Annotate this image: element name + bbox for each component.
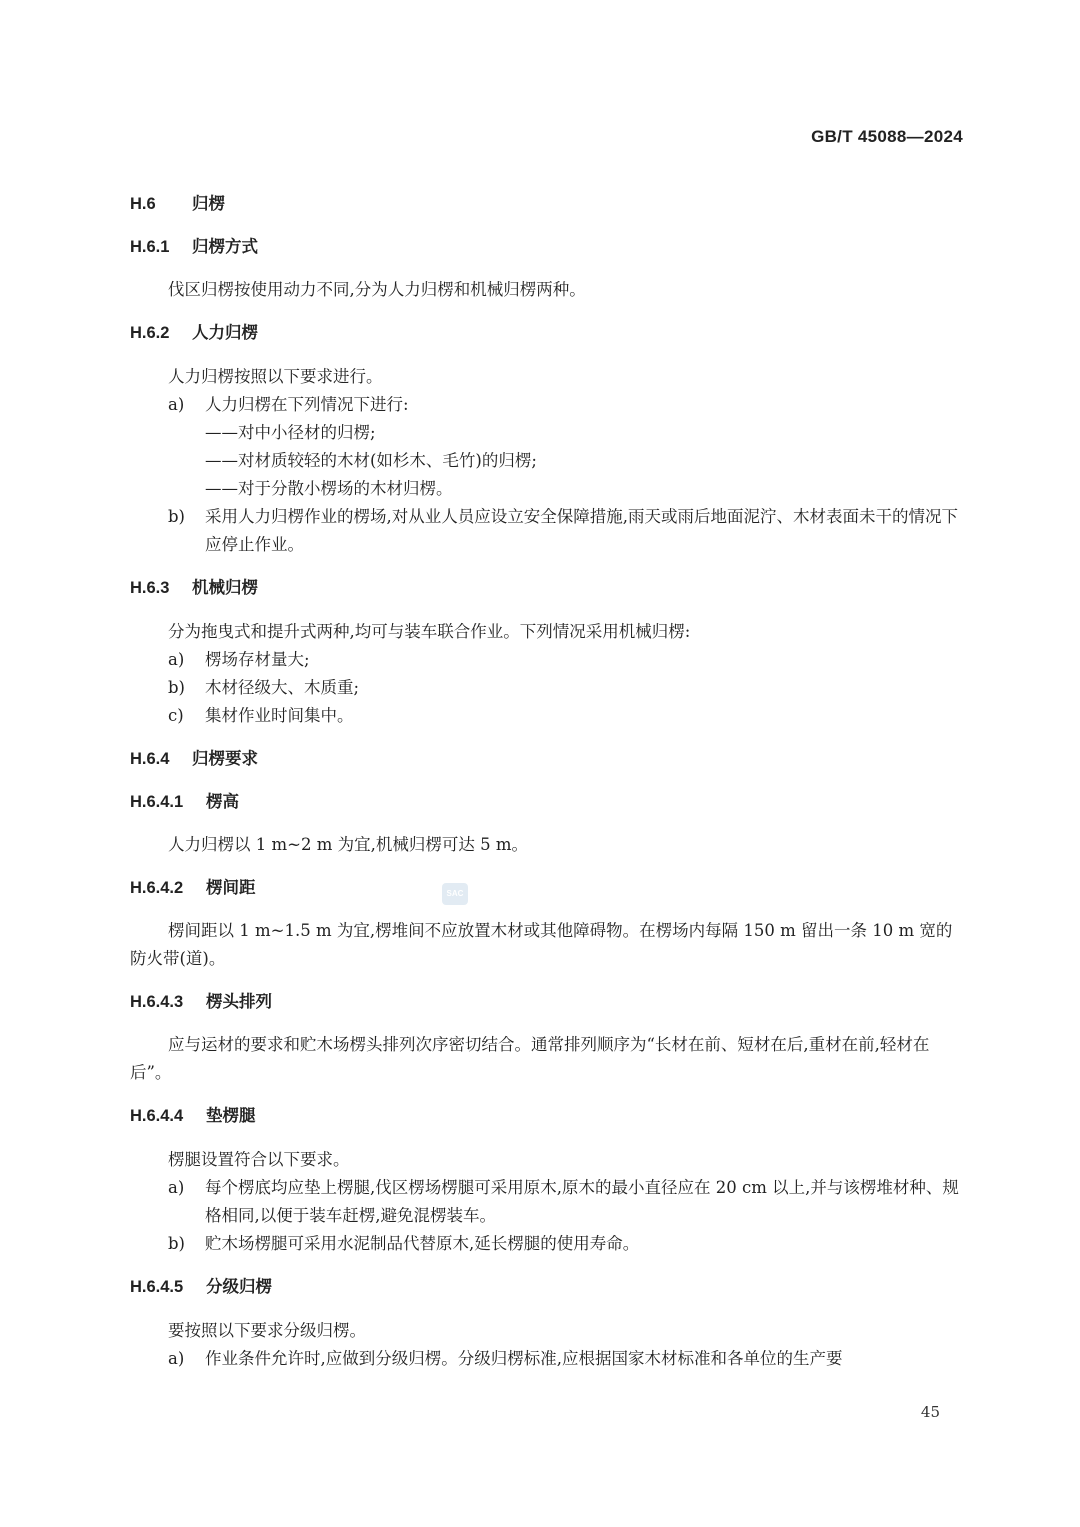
list-text: 木材径级大、木质重; — [205, 678, 360, 697]
heading-number: H.6.4.1 — [130, 793, 184, 811]
heading-number: H.6.4.5 — [130, 1278, 184, 1296]
list-marker: b) — [168, 507, 185, 526]
list-text: 人力归楞在下列情况下进行: — [205, 395, 409, 414]
list-item — [130, 1345, 962, 1373]
list-item — [130, 646, 962, 674]
paragraph: 楞间距以 1 m~1.5 m 为宜,楞堆间不应放置木材或其他障碍物。在楞场内每隔 150 m 留出一条 10 m 宽的防火带(道)。 — [130, 921, 953, 968]
list-marker: c) — [168, 706, 184, 725]
heading-h6-2 — [130, 319, 962, 347]
paragraph: 分为拖曳式和提升式两种,均可与装车联合作业。下列情况采用机械归楞: — [168, 622, 691, 641]
heading-title: 归楞要求 — [192, 750, 258, 768]
list-marker: b) — [168, 1234, 185, 1253]
page-number: 45 — [920, 1403, 940, 1421]
heading-number: H.6.4.2 — [130, 879, 184, 897]
heading-title: 楞头排列 — [206, 993, 272, 1011]
heading-number: H.6.4.3 — [130, 993, 184, 1011]
heading-h6-4 — [130, 745, 962, 773]
list-text: 楞场存材量大; — [205, 650, 310, 669]
list-item — [130, 674, 962, 702]
heading-h6 — [130, 190, 962, 218]
dash-item: ——对中小径材的归楞; — [205, 423, 376, 442]
list-text: 集材作业时间集中。 — [205, 706, 354, 725]
heading-h6-4-3 — [130, 988, 962, 1016]
heading-h6-4-5 — [130, 1273, 962, 1301]
heading-number: H.6.2 — [130, 324, 170, 342]
page-content — [130, 190, 962, 1373]
list-marker: a) — [168, 650, 185, 669]
heading-number: H.6.4 — [130, 750, 170, 768]
heading-title: 人力归楞 — [192, 324, 258, 342]
list-item — [130, 1174, 962, 1230]
heading-number: H.6.1 — [130, 238, 170, 256]
list-text: 每个楞底均应垫上楞腿,伐区楞场楞腿可采用原木,原木的最小直径应在 20 cm 以上,并与该楞堆材种、规格相同,以便于装车赶楞,避免混楞装车。 — [205, 1178, 959, 1225]
list-marker: a) — [168, 395, 185, 414]
heading-title: 楞高 — [206, 793, 239, 811]
list-item — [130, 1230, 962, 1258]
list-text: 贮木场楞腿可采用水泥制品代替原木,延长楞腿的使用寿命。 — [205, 1234, 640, 1253]
heading-h6-4-2 — [130, 874, 962, 902]
heading-number: H.6.3 — [130, 579, 170, 597]
heading-title: 归楞方式 — [192, 238, 258, 256]
list-marker: a) — [168, 1349, 185, 1368]
heading-number: H.6.4.4 — [130, 1107, 184, 1125]
heading-title: 归楞 — [192, 195, 225, 213]
list-text: 采用人力归楞作业的楞场,对从业人员应设立安全保障措施,雨天或雨后地面泥泞、木材表面未干的情况下应停止作业。 — [205, 507, 958, 554]
heading-number: H.6 — [130, 195, 156, 213]
list-item — [130, 391, 962, 419]
heading-title: 机械归楞 — [192, 579, 258, 597]
heading-h6-1 — [130, 233, 962, 261]
heading-h6-4-1 — [130, 788, 962, 816]
heading-h6-4-4 — [130, 1102, 962, 1130]
heading-title: 垫楞腿 — [206, 1107, 256, 1125]
list-item — [130, 702, 962, 730]
paragraph: 人力归楞以 1 m~2 m 为宜,机械归楞可达 5 m。 — [168, 835, 528, 854]
heading-h6-3 — [130, 574, 962, 602]
heading-title: 楞间距 — [206, 879, 256, 897]
paragraph: 伐区归楞按使用动力不同,分为人力归楞和机械归楞两种。 — [168, 280, 586, 299]
list-item — [130, 503, 962, 559]
paragraph: 人力归楞按照以下要求进行。 — [168, 367, 383, 386]
paragraph: 要按照以下要求分级归楞。 — [168, 1321, 366, 1340]
standard-number: GB/T 45088—2024 — [811, 127, 963, 146]
list-marker: a) — [168, 1178, 185, 1197]
list-marker: b) — [168, 678, 185, 697]
dash-item: ——对于分散小楞场的木材归楞。 — [205, 479, 453, 498]
heading-title: 分级归楞 — [206, 1278, 272, 1296]
list-text: 作业条件允许时,应做到分级归楞。分级归楞标准,应根据国家木材标准和各单位的生产要 — [205, 1349, 843, 1368]
sac-watermark-logo: SAC — [442, 883, 468, 905]
paragraph: 应与运材的要求和贮木场楞头排列次序密切结合。通常排列顺序为“长材在前、短材在后,重材在前,轻材在后”。 — [130, 1035, 930, 1082]
dash-item: ——对材质较轻的木材(如杉木、毛竹)的归楞; — [205, 451, 537, 470]
paragraph: 楞腿设置符合以下要求。 — [168, 1150, 350, 1169]
